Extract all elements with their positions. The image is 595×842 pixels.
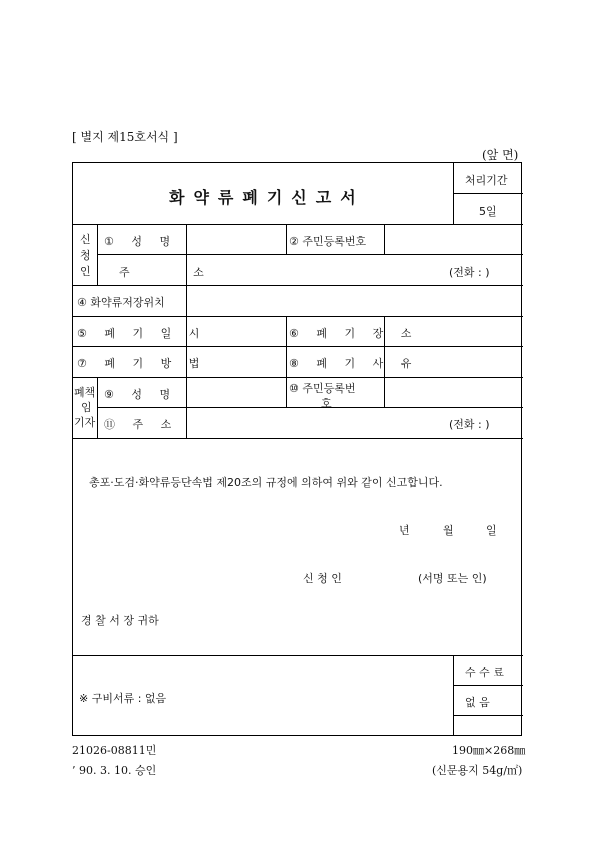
row-divider — [453, 193, 523, 194]
disposal-place-field[interactable] — [385, 317, 522, 346]
resp-phone-label: (전화 : ) — [449, 418, 490, 431]
row-divider — [73, 438, 523, 439]
signature-field[interactable] — [353, 565, 413, 585]
date-day-label: 일 — [486, 524, 497, 537]
date-month-label: 월 — [443, 524, 454, 537]
column-divider — [453, 163, 454, 224]
recipient-label: 경 찰 서 장 귀하 — [81, 614, 159, 627]
applicant-label-char: 인 — [80, 265, 91, 278]
processing-period-value: 5일 — [479, 205, 497, 218]
approval-date: ’ 90. 3. 10. 승인 — [72, 764, 157, 777]
address-label: 주 소 — [119, 266, 234, 279]
resp-rrn-label: ⑩ 주민등록번 — [289, 382, 356, 395]
column-divider — [453, 655, 454, 735]
responsible-person-label: 기자 — [74, 416, 96, 429]
name-label: ① 성 명 — [104, 235, 178, 248]
applicant-label-char: 신 — [80, 233, 91, 246]
processing-period-label: 처리기간 — [465, 174, 508, 187]
column-divider — [286, 316, 287, 408]
storage-location-label: ④ 화약류저장위치 — [77, 296, 165, 309]
fee-value: 없 음 — [465, 696, 490, 709]
row-divider — [453, 685, 523, 686]
column-divider — [97, 377, 98, 438]
column-divider — [286, 224, 287, 255]
row-divider — [453, 715, 523, 716]
disposal-method-label: ⑦ 폐 기 방 법 — [77, 357, 207, 370]
signature-hint: (서명 또는 인) — [418, 572, 487, 585]
column-divider — [97, 224, 98, 285]
resp-name-label: ⑨ 성 명 — [104, 388, 178, 401]
required-documents-note: ※ 구비서류 : 없음 — [79, 692, 167, 705]
responsible-person-label: 임 — [81, 401, 92, 414]
row-divider — [73, 655, 523, 656]
disposal-place-label: ⑥ 폐 기 장 소 — [289, 327, 419, 340]
disposal-reason-field[interactable] — [385, 347, 522, 376]
fee-label: 수 수 료 — [465, 666, 504, 679]
rrn-label: ② 주민등록번호 — [289, 235, 367, 248]
resp-rrn-field[interactable] — [385, 378, 522, 406]
rrn-field[interactable] — [385, 225, 522, 254]
storage-location-field[interactable] — [187, 286, 522, 315]
paper-size: 190㎜×268㎜ — [452, 744, 526, 757]
statement-text: 총포·도검·화약류등단속법 제20조의 규정에 의하여 위와 같이 신고합니다. — [89, 476, 443, 489]
paper-spec: (신문용지 54g/㎡) — [432, 764, 523, 777]
report-form — [72, 162, 522, 736]
disposal-datetime-label: ⑤ 폐 기 일 시 — [77, 327, 207, 340]
form-code: 21026-08811민 — [72, 744, 157, 757]
applicant-signature-label: 신 청 인 — [303, 572, 342, 585]
disposal-datetime-field[interactable] — [187, 317, 285, 346]
form-title: 화약류폐기신고서 — [169, 188, 365, 207]
phone-label: (전화 : ) — [449, 266, 490, 279]
applicant-label-char: 청 — [80, 249, 91, 262]
page-side-label: (앞 면) — [482, 148, 519, 162]
resp-name-field[interactable] — [187, 378, 285, 406]
form-reference: [ 별지 제15호서식 ] — [72, 130, 178, 144]
disposal-method-field[interactable] — [187, 347, 285, 376]
date-year-label: 년 — [399, 524, 410, 537]
resp-rrn-label-wrap: 호 — [321, 397, 332, 410]
name-field[interactable] — [187, 225, 285, 254]
disposal-reason-label: ⑧ 폐 기 사 유 — [289, 357, 419, 370]
responsible-person-label: 폐책 — [74, 386, 96, 399]
resp-address-label: ⑪ 주 소 — [104, 418, 179, 431]
